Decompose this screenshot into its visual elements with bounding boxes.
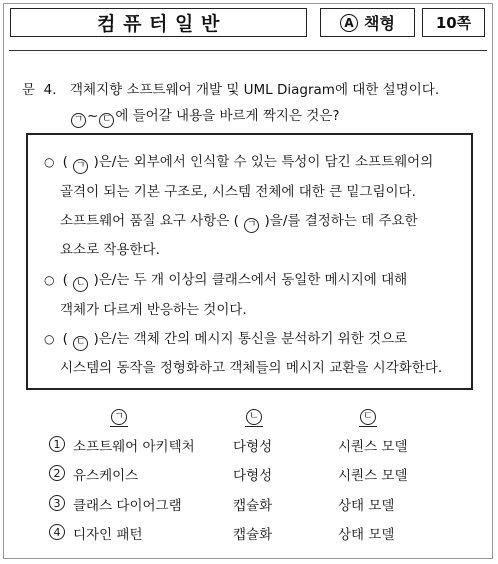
- choice-number-circle: 4: [49, 524, 65, 540]
- box-item1-line3: 소프트웨어 품질 요구 사항은 ( ㄱ )을/를 결정하는 데 주요한: [60, 209, 418, 233]
- marker-c-circle: ㄷ: [360, 409, 376, 425]
- box-item1-line1: ○ ( ㄱ )은/는 외부에서 인식할 수 있는 특성이 담긴 소프트웨어의: [44, 150, 433, 174]
- question-stem-text: 객체지향 소프트웨어 개발 및 UML Diagram에 대한 설명이다.: [70, 82, 440, 98]
- marker-b-circle: ㄴ: [73, 277, 88, 292]
- question-stem-line1: [22, 78, 439, 98]
- choice-answer-a: 소프트웨어 아키텍처: [73, 439, 195, 455]
- marker-a-circle: ㄱ: [71, 113, 86, 128]
- bullet-icon: ○: [44, 273, 55, 287]
- choice-option-4[interactable]: [0, 524, 498, 548]
- choice-answer-b: 다형성: [233, 439, 273, 455]
- choice-answer-a: 클래스 다이어그램: [73, 498, 182, 514]
- question-stem-line2-text: 에 들어갈 내용을 바르게 짝지은 것은?: [115, 108, 340, 124]
- choice-answer-b: 다형성: [233, 468, 273, 484]
- box-item1-line2: 골격이 되는 기본 구조로, 시스템 전체에 대한 큰 밑그림이다.: [60, 184, 416, 200]
- box-item1-line4: 요소로 작용한다.: [60, 242, 160, 258]
- choice-option-3[interactable]: [0, 495, 498, 519]
- marker-c-circle: ㄷ: [99, 113, 114, 128]
- choice-number-circle: 2: [49, 465, 65, 481]
- choice-number-circle: 1: [49, 436, 65, 452]
- marker-a-circle: ㄱ: [111, 409, 127, 425]
- marker-a-circle: ㄱ: [73, 159, 88, 174]
- question-stem-line2: [70, 104, 340, 128]
- header-divider: [9, 50, 487, 51]
- box-item2-line1: ○ ( ㄴ )은/는 두 개 이상의 클래스에서 동일한 메시지에 대해: [44, 268, 407, 292]
- form-type-box: [320, 8, 415, 37]
- box-item3-line2: 시스템의 동작을 정형화하고 객체들의 메시지 교환을 시각화한다.: [60, 360, 443, 376]
- box-item2-line2: 객체가 다르게 반응하는 것이다.: [60, 302, 247, 318]
- column-header-c: [360, 408, 376, 425]
- marker-a-circle: ㄱ: [244, 218, 259, 233]
- choice-number-circle: 3: [49, 495, 65, 511]
- choice-answer-c: 상태 모델: [338, 498, 395, 514]
- range-separator: ~: [87, 108, 99, 124]
- page-number-box: [422, 8, 485, 37]
- column-header-b: [246, 408, 262, 425]
- choice-answer-c: 상태 모델: [338, 527, 395, 543]
- choice-option-2[interactable]: [0, 465, 498, 489]
- box-item3-line1: ○ ( ㄷ )은/는 객체 간의 메시지 통신을 분석하기 위한 것으로: [44, 327, 407, 351]
- bullet-icon: ○: [44, 155, 55, 169]
- choice-answer-a: 유스케이스: [73, 468, 139, 484]
- choice-answer-a: 디자인 패턴: [73, 527, 143, 543]
- marker-c-circle: ㄷ: [73, 336, 88, 351]
- form-letter-circle: A: [340, 14, 358, 32]
- question-label: 문 4.: [22, 82, 57, 98]
- marker-b-circle: ㄴ: [246, 409, 262, 425]
- page-number-label: 10쪽: [435, 14, 472, 32]
- subject-title: [10, 8, 307, 37]
- subject-title-text: 컴 퓨 터 일 반: [97, 13, 220, 35]
- choice-answer-c: 시퀀스 모델: [338, 439, 408, 455]
- bullet-icon: ○: [44, 332, 55, 346]
- form-type-label: 책형: [364, 14, 395, 33]
- choice-answer-b: 캡슐화: [233, 498, 273, 514]
- column-header-a: [111, 408, 127, 425]
- choice-option-1[interactable]: [0, 436, 498, 460]
- choice-answer-b: 캡슐화: [233, 527, 273, 543]
- choice-answer-c: 시퀀스 모델: [338, 468, 408, 484]
